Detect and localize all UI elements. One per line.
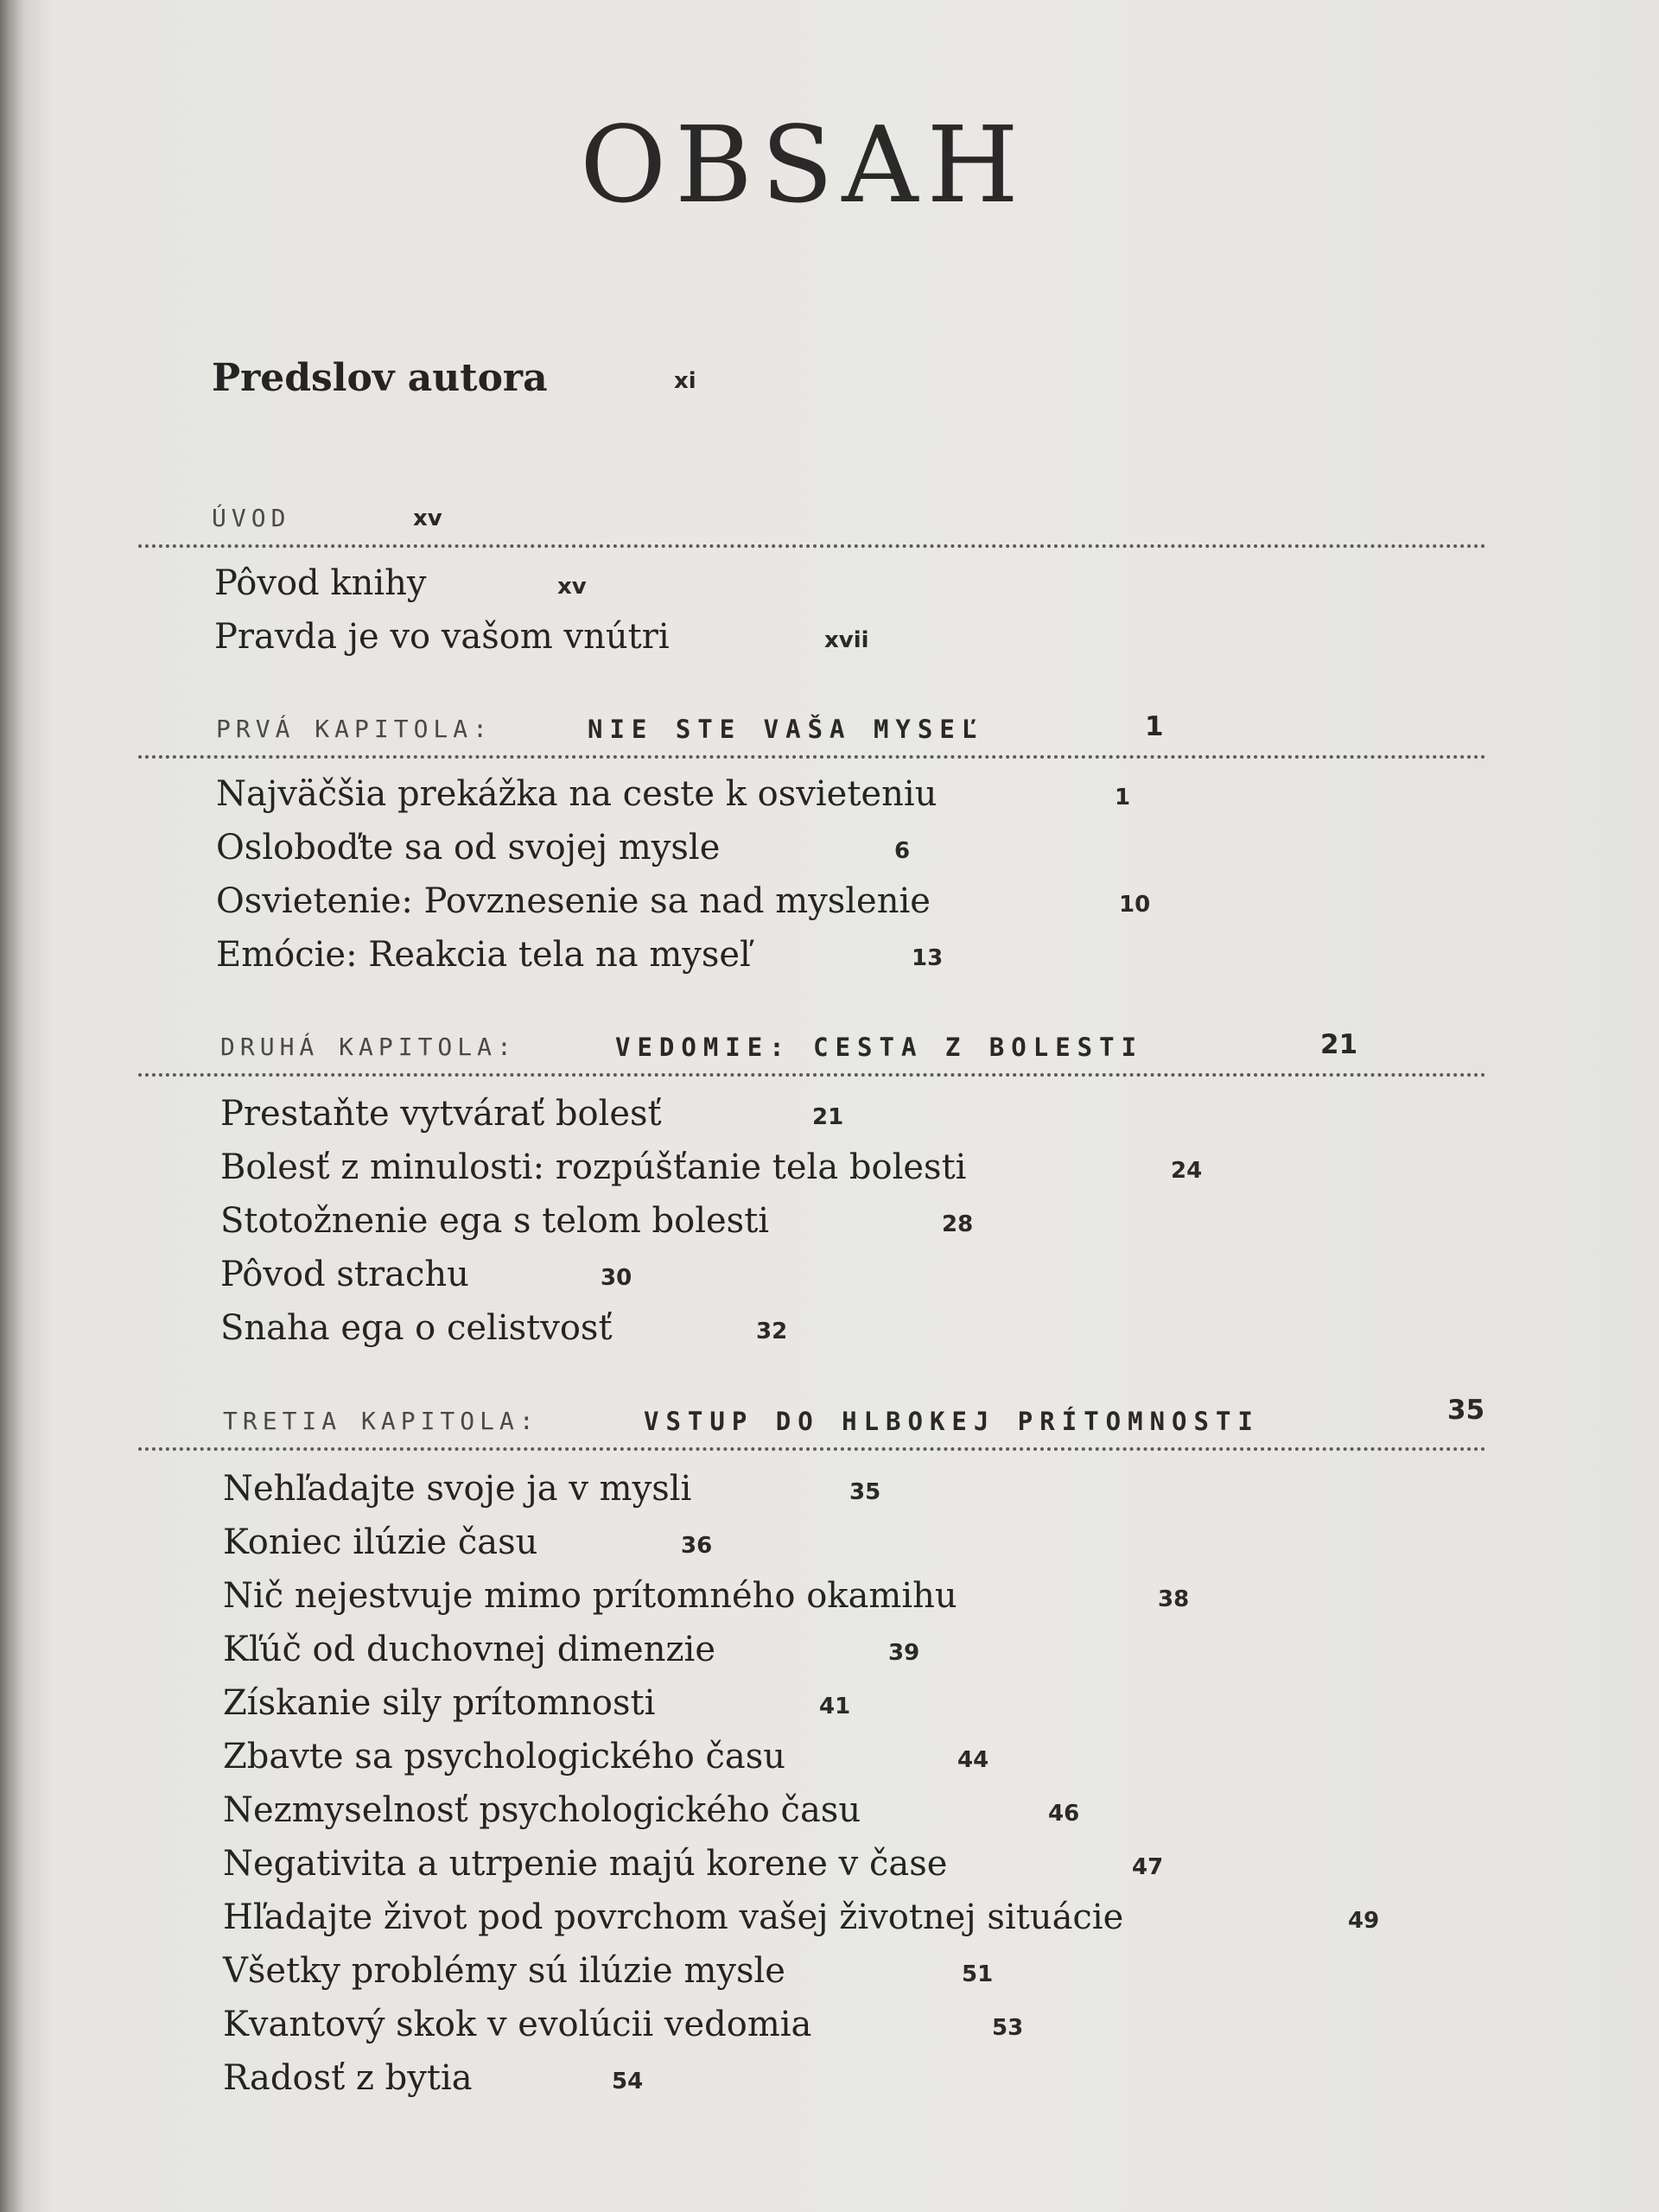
toc-entry: [223, 1790, 1080, 1830]
toc-entry-title: Stotožnenie ega s telom bolesti: [220, 1201, 770, 1241]
toc-entry-page: 28: [942, 1211, 974, 1237]
toc-entry-page: 49: [1348, 1908, 1380, 1934]
section-label: ÚVOD: [212, 504, 291, 532]
section-divider: [138, 1073, 1486, 1077]
toc-entry: [223, 1469, 881, 1509]
section-heading-chapter-3: [0, 1395, 1659, 1441]
toc-entry-title: Nehľadajte svoje ja v mysli: [223, 1469, 692, 1509]
toc-entry: [220, 1308, 788, 1348]
section-title: NIE STE VAŠA MYSEĽ: [588, 715, 984, 744]
toc-entry-page: 46: [1048, 1801, 1080, 1827]
toc-entry: [220, 1201, 974, 1241]
section-page-number: 21: [1320, 1029, 1358, 1060]
toc-entry-title: Koniec ilúzie času: [223, 1522, 538, 1562]
toc-entry-page: 36: [681, 1533, 713, 1559]
section-divider: [138, 544, 1486, 548]
section-divider: [138, 1447, 1486, 1451]
toc-entry-title: Získanie sily prítomnosti: [223, 1683, 656, 1723]
toc-entry: [223, 1897, 1380, 1937]
toc-entry: [223, 1951, 994, 1991]
toc-entry: [216, 828, 911, 868]
toc-entry-title: Osloboďte sa od svojej mysle: [216, 828, 721, 868]
toc-entry-title: Osvietenie: Povznesenie sa nad myslenie: [216, 881, 931, 921]
toc-entry-page: xv: [557, 574, 587, 600]
toc-entry-page: 10: [1119, 892, 1151, 918]
toc-entry-page: 24: [1171, 1158, 1203, 1184]
toc-entry: [223, 1683, 851, 1723]
section-label: DRUHÁ KAPITOLA:: [220, 1033, 517, 1061]
toc-entry-page: 53: [992, 2015, 1024, 2041]
toc-entry-title: Kľúč od duchovnej dimenzie: [223, 1630, 716, 1669]
toc-entry-page: 41: [819, 1694, 851, 1719]
toc-entry: [223, 2058, 644, 2098]
preface-label: Predslov autora: [212, 356, 548, 400]
toc-entry-title: Pôvod knihy: [214, 563, 427, 603]
toc-entry: [214, 617, 869, 657]
section-title: VEDOMIE: CESTA Z BOLESTI: [615, 1033, 1144, 1062]
section-page-number: xv: [413, 505, 442, 531]
section-heading-intro: [0, 504, 1659, 538]
toc-entry: [223, 1737, 989, 1777]
toc-entry-page: xvii: [824, 627, 869, 653]
toc-entry: [216, 935, 944, 975]
toc-entry-page: 1: [1115, 785, 1131, 810]
toc-entry-page: 13: [912, 945, 944, 971]
section-divider: [138, 755, 1486, 759]
toc-entry: [223, 1576, 1190, 1616]
toc-entry-title: Kvantový skok v evolúcii vedomia: [223, 2005, 812, 2044]
toc-entry-title: Emócie: Reakcia tela na myseľ: [216, 935, 751, 975]
section-heading-chapter-1: [0, 711, 1659, 749]
toc-entry-page: 54: [612, 2069, 644, 2094]
toc-entry: [216, 774, 1131, 814]
toc-entry-title: Nič nejestvuje mimo prítomného okamihu: [223, 1576, 957, 1616]
toc-entry: [223, 1630, 920, 1669]
toc-entry: [223, 1844, 1164, 1884]
toc-entry-title: Nezmyselnosť psychologického času: [223, 1790, 861, 1830]
toc-entry-title: Najväčšia prekážka na ceste k osvieteniu: [216, 774, 938, 814]
toc-entry: [214, 563, 587, 603]
toc-entry-page: 30: [601, 1265, 632, 1291]
toc-entry-page: 51: [962, 1961, 994, 1987]
page-title: OBSAH: [580, 104, 1027, 226]
toc-entry: [216, 881, 1151, 921]
toc-entry-title: Zbavte sa psychologického času: [223, 1737, 786, 1777]
toc-entry-page: 32: [756, 1319, 788, 1344]
toc-entry-page: 44: [957, 1747, 989, 1773]
toc-entry-page: 39: [888, 1640, 920, 1666]
section-heading-chapter-2: [0, 1029, 1659, 1067]
toc-entry-title: Pravda je vo vašom vnútri: [214, 617, 670, 657]
toc-entry-page: 21: [812, 1104, 844, 1130]
toc-entry-title: Negativita a utrpenie majú korene v čase: [223, 1844, 948, 1884]
toc-entry-title: Snaha ega o celistvosť: [220, 1308, 613, 1348]
section-label: PRVÁ KAPITOLA:: [216, 715, 493, 743]
toc-entry: [220, 1255, 632, 1294]
toc-entry: [223, 2005, 1024, 2044]
toc-entry-title: Prestaňte vytvárať bolesť: [220, 1094, 662, 1134]
toc-entry-page: 47: [1132, 1854, 1164, 1880]
toc-entry-title: Hľadajte život pod povrchom vašej životnej situácie: [223, 1897, 1124, 1937]
toc-entry-title: Všetky problémy sú ilúzie mysle: [223, 1951, 785, 1991]
toc-entry-page: 6: [894, 838, 911, 864]
toc-entry: [220, 1094, 844, 1134]
section-title: VSTUP DO HLBOKEJ PRÍTOMNOSTI: [644, 1407, 1260, 1436]
preface-entry: [212, 356, 696, 400]
preface-page-number: xi: [674, 368, 696, 394]
section-label: TRETIA KAPITOLA:: [223, 1407, 539, 1435]
toc-entry-title: Bolesť z minulosti: rozpúšťanie tela bolesti: [220, 1147, 967, 1187]
section-page-number: 1: [1145, 711, 1164, 742]
section-page-number: 35: [1447, 1395, 1485, 1426]
toc-entry: [223, 1522, 713, 1562]
toc-entry-title: Pôvod strachu: [220, 1255, 469, 1294]
toc-entry-title: Radosť z bytia: [223, 2058, 473, 2098]
toc-entry-page: 35: [849, 1479, 881, 1505]
toc-entry-page: 38: [1158, 1586, 1190, 1612]
toc-entry: [220, 1147, 1203, 1187]
